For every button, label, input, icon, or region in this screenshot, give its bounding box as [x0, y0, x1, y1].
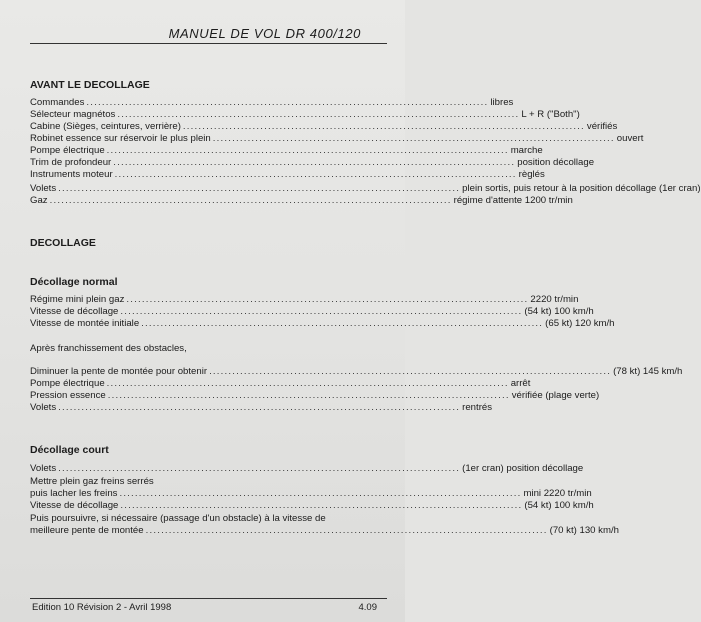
- checklist-item-volets-court: Volets ........................................................................................................ (1er cran) position décollage: [30, 463, 584, 474]
- page-header: MANUEL DE VOL DR 400/120: [30, 26, 387, 44]
- subsection-title-decollage-court: Décollage court: [30, 444, 109, 456]
- checklist-item-volets-rentres: Volets ........................................................................................................ rentrés: [30, 402, 493, 413]
- checklist-item-trim-profondeur: Trim de profondeur ........................................................................................................ position décollage: [30, 157, 595, 168]
- checklist-item-gaz: Gaz ........................................................................................................ régime d'attente 1200 tr/min: [30, 195, 573, 206]
- paragraph-puis-poursuivre: Puis poursuivre, si nécessaire (passage d'un obstacle) à la vitesse de: [30, 513, 326, 524]
- subsection-title-decollage-normal: Décollage normal: [30, 276, 118, 288]
- checklist-item-diminuer-pente: Diminuer la pente de montée pour obtenir ........................................................................................................ (78 kt) 145 km/h: [30, 366, 683, 377]
- page-number: 4.09: [358, 602, 377, 613]
- checklist-item-vitesse-decollage: Vitesse de décollage ........................................................................................................ (54 kt) 100 km/h: [30, 306, 594, 317]
- checklist-item-meilleure-pente: meilleure pente de montée ........................................................................................................ (70 kt) 130 km/h: [30, 525, 619, 536]
- edition-label: Edition 10 Révision 2 - Avril 1998: [32, 602, 172, 613]
- section-title-decollage: DECOLLAGE: [30, 237, 96, 249]
- checklist-item-robinet-essence: Robinet essence sur réservoir le plus plein ........................................................................................................ ouvert: [30, 133, 644, 144]
- checklist-item-selecteur-magnetos: Sélecteur magnétos ........................................................................................................ L + R ("Both"): [30, 109, 580, 120]
- checklist-item-pompe-electrique: Pompe électrique ........................................................................................................ marche: [30, 145, 543, 156]
- checklist-item-regime-mini: Régime mini plein gaz ........................................................................................................ 2220 tr/min: [30, 294, 579, 305]
- checklist-item-volets: Volets ........................................................................................................ plein sortis, puis retour à la position décollage (1er cran): [30, 183, 701, 194]
- checklist-item-vitesse-decollage-court: Vitesse de décollage ........................................................................................................ (54 kt) 100 km/h: [30, 500, 594, 511]
- checklist-item-cabine: Cabine (Sièges, ceintures, verrière) ........................................................................................................ vérifiés: [30, 121, 618, 132]
- checklist-item-vitesse-montee-initiale: Vitesse de montée initiale ........................................................................................................ (65 kt) 120 km/h: [30, 318, 615, 329]
- paragraph-apres-franchissement: Après franchissement des obstacles,: [30, 343, 187, 354]
- checklist-item-pression-essence: Pression essence ........................................................................................................ vérifiée (plage verte): [30, 390, 600, 401]
- paragraph-mettre-plein-gaz: Mettre plein gaz freins serrés: [30, 476, 154, 487]
- checklist-item-commandes: Commandes ........................................................................................................ libres: [30, 97, 514, 108]
- checklist-item-lacher-freins: puis lacher les freins ........................................................................................................ mini 2220 tr/min: [30, 488, 592, 499]
- checklist-item-instruments-moteur: Instruments moteur ........................................................................................................ règlés: [30, 169, 545, 180]
- section-title-avant-decollage: AVANT LE DECOLLAGE: [30, 79, 150, 91]
- checklist-item-pompe-electrique-arret: Pompe électrique ........................................................................................................ arrêt: [30, 378, 531, 389]
- page-footer: [30, 598, 387, 613]
